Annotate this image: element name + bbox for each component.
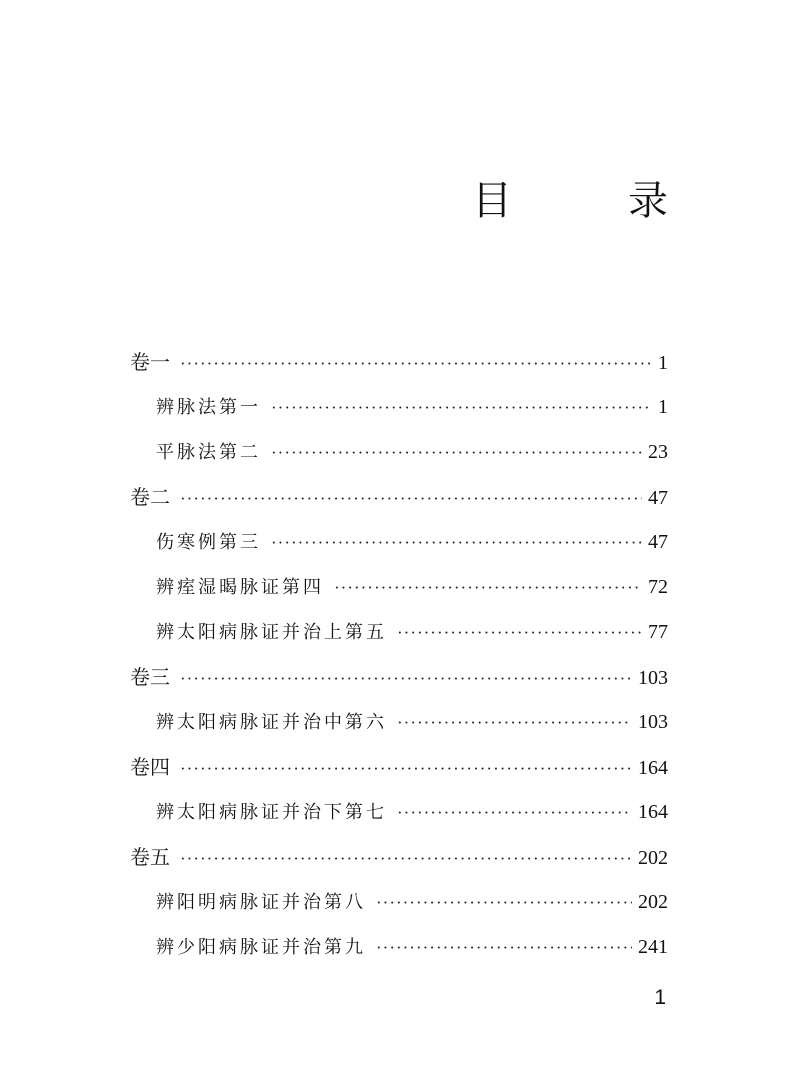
toc-entry-page: 1 xyxy=(658,352,668,374)
toc-entry-page: 202 xyxy=(638,847,668,869)
dot-leader xyxy=(397,700,632,745)
toc-entry-volume-5[interactable] xyxy=(130,835,668,880)
toc-entry-label: 辨太阳病脉证并治上第五 xyxy=(156,622,387,643)
page-number: 1 xyxy=(654,986,666,1009)
toc-entry-chapter-4[interactable] xyxy=(130,565,668,610)
toc-entry-label: 辨太阳病脉证并治下第七 xyxy=(156,802,387,823)
toc-entry-label: 辨阳明病脉证并治第八 xyxy=(156,892,366,913)
table-of-contents xyxy=(130,340,668,970)
toc-entry-volume-3[interactable] xyxy=(130,655,668,700)
toc-entry-chapter-5[interactable] xyxy=(130,610,668,655)
toc-entry-volume-2[interactable] xyxy=(130,475,668,520)
dot-leader xyxy=(271,520,642,565)
toc-entry-label: 卷三 xyxy=(130,665,170,689)
dot-leader xyxy=(180,746,632,791)
dot-leader xyxy=(271,385,652,430)
page-title: 目 录 xyxy=(472,177,706,224)
toc-entry-chapter-6[interactable] xyxy=(130,700,668,745)
toc-entry-label: 卷五 xyxy=(130,845,170,869)
dot-leader xyxy=(376,880,632,925)
toc-entry-chapter-1[interactable] xyxy=(130,385,668,430)
dot-leader xyxy=(180,476,642,521)
toc-entry-page: 23 xyxy=(648,441,668,463)
toc-entry-chapter-2[interactable] xyxy=(130,430,668,475)
dot-leader xyxy=(180,656,632,701)
dot-leader xyxy=(180,341,652,386)
toc-entry-page: 103 xyxy=(638,711,668,733)
toc-entry-label: 辨少阳病脉证并治第九 xyxy=(156,937,366,958)
toc-entry-page: 202 xyxy=(638,891,668,913)
dot-leader xyxy=(397,610,642,655)
dot-leader xyxy=(271,430,642,475)
toc-entry-chapter-3[interactable] xyxy=(130,520,668,565)
toc-entry-page: 164 xyxy=(638,801,668,823)
dot-leader xyxy=(397,790,632,835)
toc-entry-label: 卷一 xyxy=(130,350,170,374)
toc-entry-label: 辨太阳病脉证并治中第六 xyxy=(156,712,387,733)
dot-leader xyxy=(376,925,632,970)
toc-entry-page: 1 xyxy=(658,396,668,418)
toc-entry-page: 103 xyxy=(638,667,668,689)
toc-entry-volume-1[interactable] xyxy=(130,340,668,385)
toc-entry-chapter-8[interactable] xyxy=(130,880,668,925)
toc-entry-volume-4[interactable] xyxy=(130,745,668,790)
toc-entry-label: 辨脉法第一 xyxy=(156,397,261,418)
toc-entry-page: 164 xyxy=(638,757,668,779)
toc-entry-page: 77 xyxy=(648,621,668,643)
toc-entry-page: 47 xyxy=(648,487,668,509)
toc-entry-chapter-7[interactable] xyxy=(130,790,668,835)
toc-entry-label: 卷四 xyxy=(130,755,170,779)
toc-entry-page: 47 xyxy=(648,531,668,553)
dot-leader xyxy=(334,565,642,610)
toc-entry-label: 平脉法第二 xyxy=(156,442,261,463)
dot-leader xyxy=(180,836,632,881)
toc-entry-page: 72 xyxy=(648,576,668,598)
toc-entry-page: 241 xyxy=(638,936,668,958)
toc-entry-label: 伤寒例第三 xyxy=(156,532,261,553)
toc-entry-chapter-9[interactable] xyxy=(130,925,668,970)
toc-entry-label: 卷二 xyxy=(130,485,170,509)
toc-entry-label: 辨痓湿暍脉证第四 xyxy=(156,577,324,598)
